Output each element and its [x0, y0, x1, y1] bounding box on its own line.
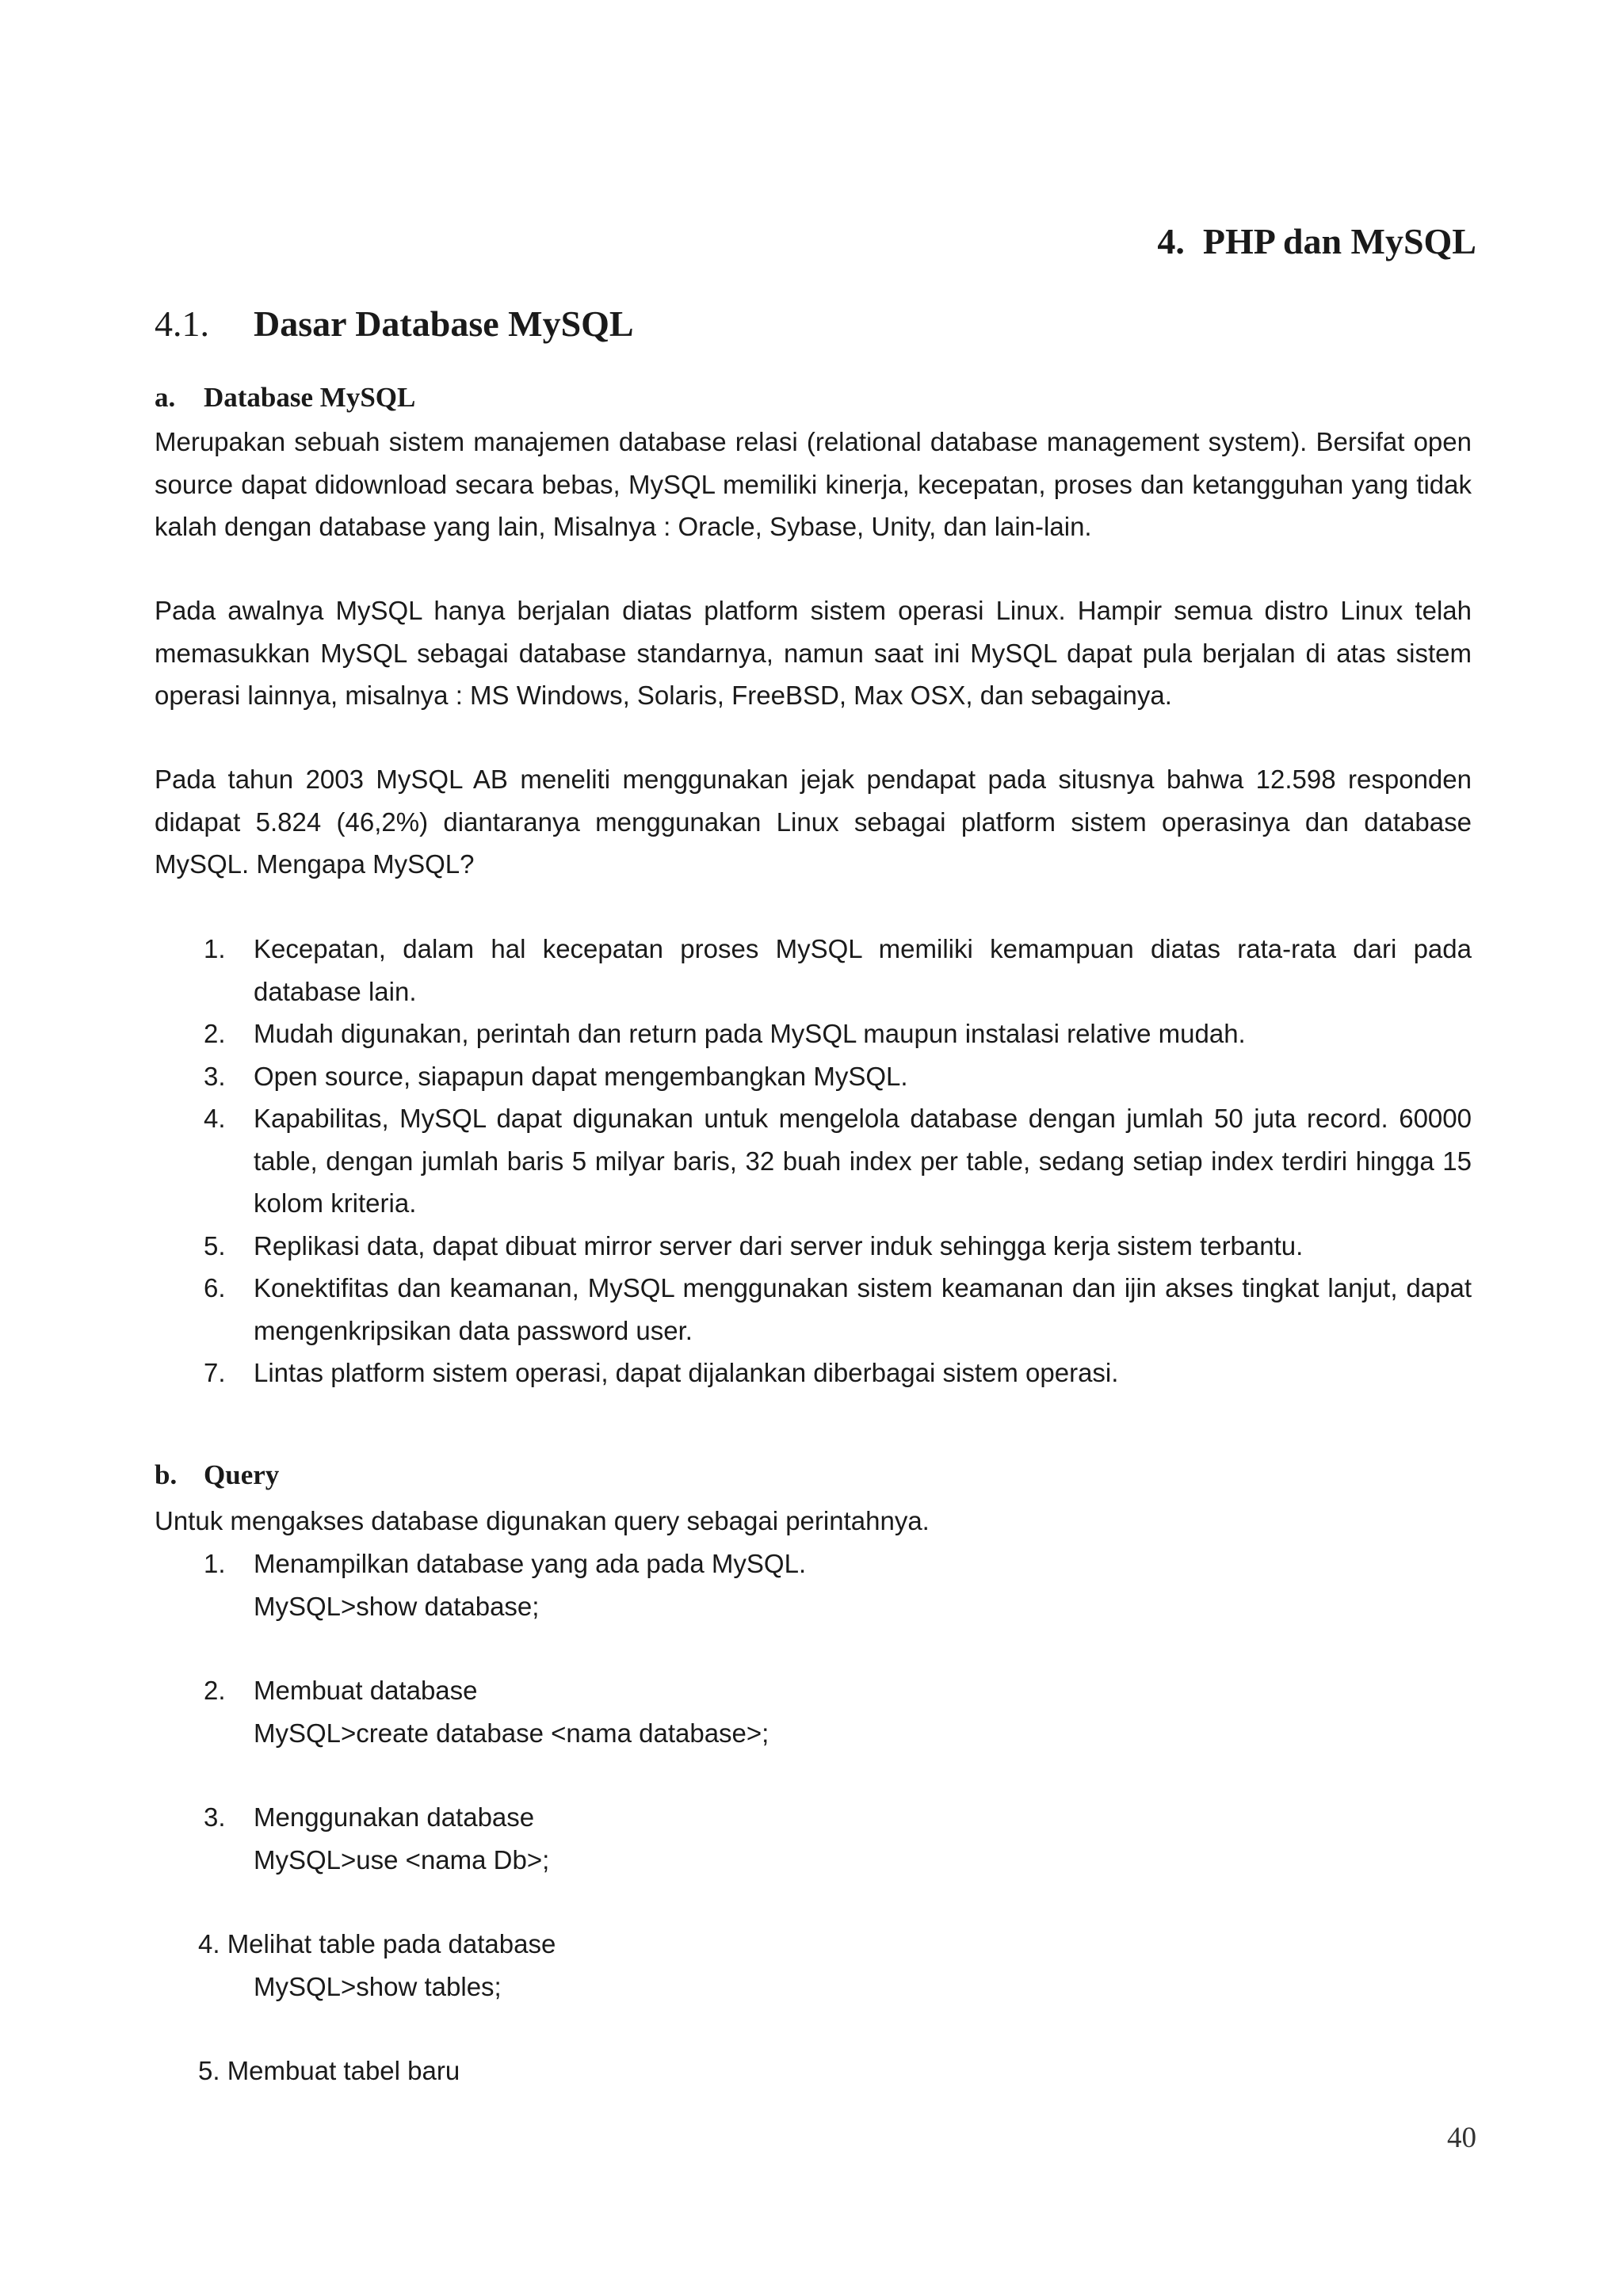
subsection-a-title	[155, 382, 415, 414]
list-item-text: Kecepatan, dalam hal kecepatan proses MySQL memiliki kemampuan diatas rata-rata dari pada database lain.	[254, 934, 1472, 1006]
list-item	[155, 1097, 1472, 1225]
list-item-text: Replikasi data, dapat dibuat mirror server dari server induk sehingga kerja sistem terbantu.	[254, 1230, 1304, 1261]
subsection-a-title-text: Database MySQL	[204, 382, 416, 413]
query-description: Menampilkan database yang ada pada MySQL.	[254, 1549, 807, 1578]
list-item-number: 6.	[204, 1273, 226, 1302]
query-description: 4. Melihat table pada database	[198, 1929, 556, 1958]
query-number: 2.	[204, 1676, 226, 1705]
list-item-number: 5.	[204, 1230, 226, 1261]
query-number: 1.	[204, 1549, 226, 1578]
query-command: MySQL>create database <nama database>;	[254, 1718, 769, 1748]
chapter-number: 4.	[1157, 221, 1185, 261]
query-item	[155, 1796, 1472, 1881]
query-description: Menggunakan database	[254, 1802, 535, 1832]
section-title	[155, 303, 634, 345]
page-number: 40	[1447, 2122, 1476, 2154]
query-description: 5. Membuat tabel baru	[198, 2056, 460, 2085]
query-description: Membuat database	[254, 1676, 478, 1705]
list-item-text: Mudah digunakan, perintah dan return pada MySQL maupun instalasi relative mudah.	[254, 1019, 1246, 1048]
list-item-text: Kapabilitas, MySQL dapat digunakan untuk mengelola database dengan jumlah 50 juta record. 60000 table, dengan jumlah baris 5 milyar baris, 32 buah index per table, sedang setiap index terdiri hingga 15 kolom kriteria.	[254, 1104, 1472, 1218]
subsection-b-title	[155, 1459, 279, 1491]
list-item-text: Lintas platform sistem operasi, dapat dijalankan diberbagai sistem operasi.	[254, 1358, 1119, 1387]
chapter-title	[1157, 220, 1476, 262]
list-item	[155, 1055, 1472, 1098]
query-intro: Untuk mengakses database digunakan query sebagai perintahnya.	[155, 1506, 930, 1535]
query-item	[155, 1543, 1472, 1627]
paragraph-1: Merupakan sebuah sistem manajemen database relasi (relational database management system). Bersifat open source dapat didownload secara bebas, MySQL memiliki kinerja, kecepatan, proses dan ketangguhan yang tidak kalah dengan database yang lain, Misalnya : Oracle, Sybase, Unity, dan lain-lain.	[155, 427, 1472, 541]
paragraph-3: Pada tahun 2003 MySQL AB meneliti menggunakan jejak pendapat pada situsnya bahwa 12.598 responden didapat 5.824 (46,2%) diantaranya menggunakan Linux sebagai platform sistem operasinya dan database MySQL. Mengapa MySQL?	[155, 765, 1472, 879]
query-command: MySQL>use <nama Db>;	[254, 1844, 550, 1875]
list-item-text: Open source, siapapun dapat mengembangkan MySQL.	[254, 1061, 908, 1091]
query-command: MySQL>show tables;	[254, 1971, 502, 2001]
list-item	[155, 1352, 1472, 1394]
list-item	[155, 1013, 1472, 1055]
list-item-number: 4.	[204, 1104, 226, 1133]
subsection-b-letter: b.	[155, 1459, 178, 1490]
section-number: 4.1.	[155, 303, 209, 344]
subsection-a-letter: a.	[155, 382, 176, 413]
query-item	[198, 1923, 556, 2008]
paragraph-2: Pada awalnya MySQL hanya berjalan diatas platform sistem operasi Linux. Hampir semua distro Linux telah memasukkan MySQL sebagai database standarnya, namun saat ini MySQL dapat pula berjalan di atas sistem operasi lainnya, misalnya : MS Windows, Solaris, FreeBSD, Max OSX, dan sebagainya.	[155, 596, 1472, 710]
section-title-text: Dasar Database MySQL	[254, 303, 634, 344]
query-command: MySQL>show database;	[254, 1591, 540, 1621]
reasons-list	[155, 928, 1472, 1394]
list-item-number: 1.	[204, 934, 226, 963]
chapter-title-text: PHP dan MySQL	[1202, 221, 1476, 261]
list-item-number: 7.	[204, 1358, 226, 1387]
list-item	[155, 1225, 1472, 1268]
list-item	[155, 1267, 1472, 1352]
subsection-b-title-text: Query	[204, 1459, 280, 1490]
list-item-number: 3.	[204, 1061, 226, 1091]
query-item	[198, 2050, 460, 2092]
list-item-text: Konektifitas dan keamanan, MySQL menggunakan sistem keamanan dan ijin akses tingkat lanjut, dapat mengenkripsikan data password user.	[254, 1273, 1472, 1345]
list-item-number: 2.	[204, 1019, 226, 1048]
list-item	[155, 928, 1472, 1013]
query-item	[155, 1669, 1472, 1754]
query-number: 3.	[204, 1802, 226, 1832]
